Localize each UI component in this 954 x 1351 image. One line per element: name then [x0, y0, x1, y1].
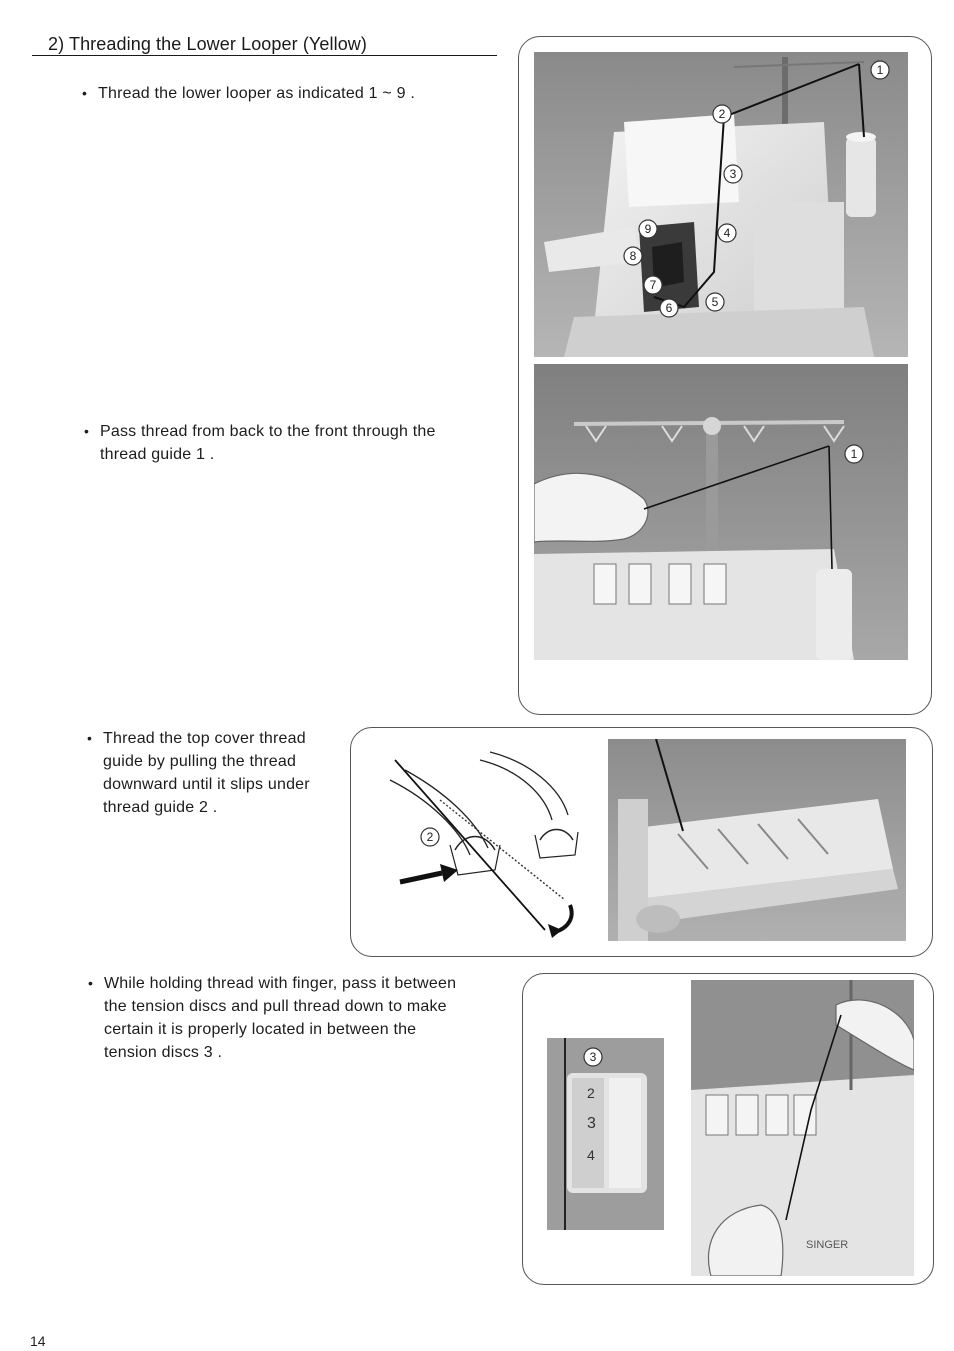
svg-text:1: 1	[876, 63, 884, 77]
step-2-text-line: thread guide 1 .	[100, 446, 215, 463]
brand-label: SINGER	[806, 1239, 849, 1251]
thread-guide-1-photo	[534, 364, 908, 660]
step-3-text-line: downward until it slips under	[103, 776, 310, 793]
top-cover-guide-photo	[608, 739, 906, 941]
dial-number: 2	[587, 1085, 595, 1101]
svg-text:7: 7	[649, 278, 657, 292]
svg-text:8: 8	[629, 249, 637, 263]
thread-guide-2-diagram	[370, 740, 600, 940]
step-4-text-line: tension discs 3 .	[104, 1044, 223, 1061]
tension-discs-photo	[691, 980, 914, 1276]
top-cover-guide-illustration	[608, 739, 906, 941]
callout-3	[724, 165, 742, 183]
bullet-icon: •	[87, 730, 93, 746]
callout-guide-2	[421, 828, 439, 846]
callout-guide-1	[845, 445, 863, 463]
step-3-text-line: Thread the top cover thread	[103, 730, 306, 747]
svg-text:2: 2	[426, 830, 434, 844]
tension-dial-photo	[547, 1038, 664, 1230]
svg-text:1: 1	[850, 447, 858, 461]
dial-number: 3	[587, 1115, 596, 1132]
svg-text:3: 3	[729, 167, 737, 181]
step-1-text: Thread the lower looper as indicated 1 ~ 9 .	[98, 85, 415, 102]
title-underline	[32, 55, 497, 56]
tension-dial-illustration	[547, 1038, 664, 1230]
thread-guide-1-illustration	[534, 364, 908, 660]
callout-7	[644, 276, 662, 294]
step-3-instruction	[87, 727, 310, 819]
callout-8	[624, 247, 642, 265]
svg-text:4: 4	[723, 226, 731, 240]
step-4-instruction	[88, 972, 457, 1064]
serger-overview-photo	[534, 52, 908, 357]
bullet-icon: •	[84, 423, 90, 439]
section-title: 2) Threading the Lower Looper (Yellow)	[48, 34, 367, 54]
callout-6	[660, 299, 678, 317]
step-4-text-line: certain it is properly located in between the	[104, 1021, 417, 1038]
step-2-instruction	[84, 420, 436, 466]
dial-number: 4	[587, 1147, 595, 1163]
serger-overview-illustration	[534, 52, 908, 357]
callout-2	[713, 105, 731, 123]
tension-discs-illustration	[691, 980, 914, 1276]
step-4-text-line: While holding thread with finger, pass it between	[104, 975, 457, 992]
thread-guide-2-drawing	[370, 740, 600, 940]
callout-1	[871, 61, 889, 79]
callout-9	[639, 220, 657, 238]
step-4-text-line: the tension discs and pull thread down to make	[104, 998, 447, 1015]
callout-tension-3	[584, 1048, 602, 1066]
callout-4	[718, 224, 736, 242]
svg-text:3: 3	[589, 1050, 597, 1064]
svg-text:6: 6	[665, 301, 673, 315]
step-3-text-line: thread guide 2 .	[103, 799, 218, 816]
step-1-instruction	[82, 82, 415, 105]
bullet-icon: •	[88, 975, 94, 991]
svg-text:2: 2	[718, 107, 726, 121]
callout-5	[706, 293, 724, 311]
bullet-icon: •	[82, 85, 88, 101]
svg-text:9: 9	[644, 222, 652, 236]
step-2-text-line: Pass thread from back to the front through the	[100, 423, 436, 440]
svg-text:5: 5	[711, 295, 719, 309]
step-3-text-line: guide by pulling the thread	[103, 753, 297, 770]
page-number: 14	[30, 1333, 46, 1349]
